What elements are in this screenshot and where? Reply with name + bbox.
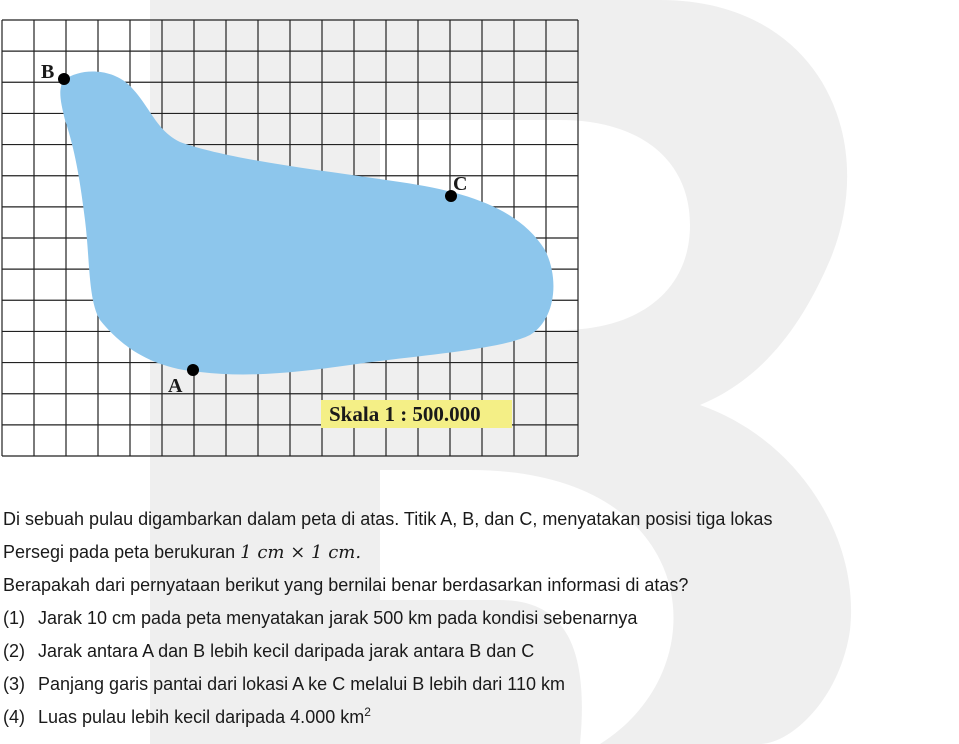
- scale-label: Skala 1 : 500.000: [329, 402, 481, 426]
- statement-text: Luas pulau lebih kecil daripada 4.000 km: [38, 707, 365, 727]
- statement-2: [3, 635, 959, 668]
- square-prefix: Persegi pada peta berukuran: [3, 542, 241, 562]
- square-math: 1 cm × 1 cm.: [240, 542, 362, 563]
- question-prompt: Berapakah dari pernyataan berikut yang bernilai benar berdasarkan informasi di atas?: [3, 575, 689, 595]
- statement-3: [3, 668, 959, 701]
- question-square-line: [3, 536, 959, 569]
- statement-number: (4): [3, 707, 25, 727]
- statement-superscript: 2: [364, 705, 371, 719]
- statement-4: [3, 701, 959, 734]
- statement-text: Jarak 10 cm pada peta menyatakan jarak 500 km pada kondisi sebenarnya: [38, 608, 638, 628]
- statement-text: Panjang garis pantai dari lokasi A ke C melalui B lebih dari 110 km: [38, 674, 565, 694]
- statement-number: (2): [3, 641, 25, 661]
- point-c-label: C: [453, 173, 468, 195]
- statement-number: (1): [3, 608, 25, 628]
- statement-number: (3): [3, 674, 25, 694]
- point-b-marker: [58, 73, 70, 85]
- map-figure: [0, 0, 600, 470]
- island-shape: [60, 71, 553, 374]
- statement-text: Jarak antara A dan B lebih kecil daripada jarak antara B dan C: [38, 641, 535, 661]
- point-a-marker: [187, 364, 199, 376]
- point-b-label: B: [41, 61, 55, 83]
- point-a-label: A: [168, 375, 183, 397]
- question-block: [3, 503, 959, 734]
- statement-1: [3, 602, 959, 635]
- question-intro: Di sebuah pulau digambarkan dalam peta di atas. Titik A, B, dan C, menyatakan posisi tiga lokas: [3, 509, 773, 529]
